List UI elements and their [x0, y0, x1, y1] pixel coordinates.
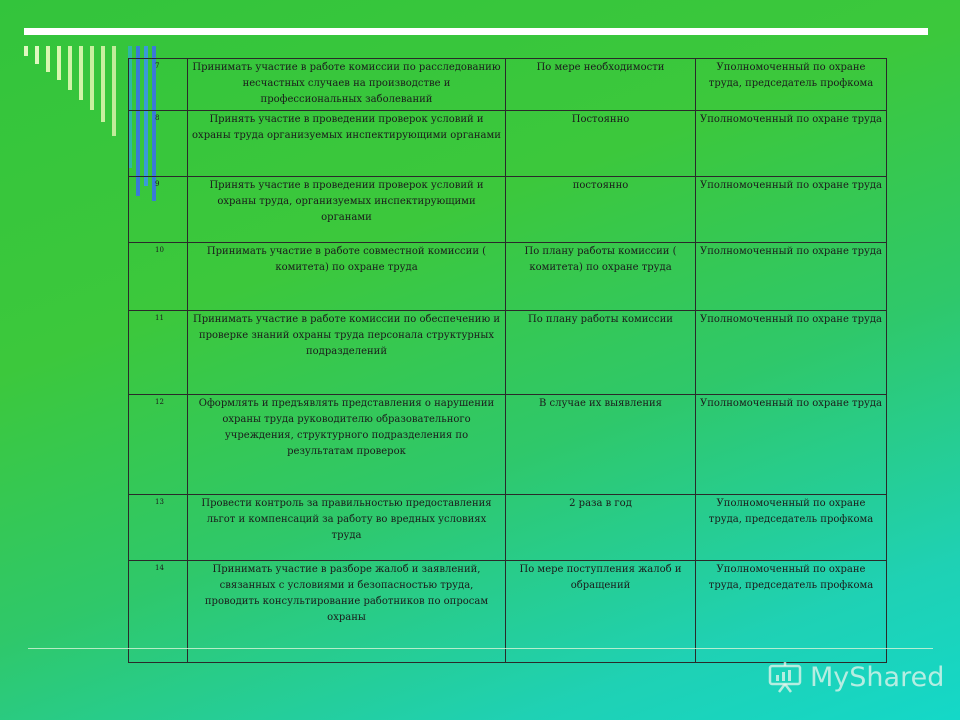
bottom-decorative-line: [28, 648, 933, 649]
table-row: [129, 111, 887, 177]
responsible-cell: Уполномоченный по охране труда: [696, 111, 887, 177]
activity-cell: Оформлять и предъявлять представления о нарушении охраны труда руководителю образовательного учреждения, структурного подразделения по результатам проверок: [188, 395, 506, 495]
responsible-cell: Уполномоченный по охране труда: [696, 395, 887, 495]
row-number-cell: 13: [129, 495, 188, 561]
responsible-cell: Уполномоченный по охране труда, председатель профкома: [696, 59, 887, 111]
table-row: [129, 177, 887, 243]
period-cell: 2 раза в год: [506, 495, 696, 561]
top-decorative-line: [24, 28, 928, 35]
responsible-cell: Уполномоченный по охране труда, председатель профкома: [696, 561, 887, 663]
responsible-cell: Уполномоченный по охране труда: [696, 311, 887, 395]
period-cell: В случае их выявления: [506, 395, 696, 495]
row-number-cell: 11: [129, 311, 188, 395]
activity-cell: Принять участие в проведении проверок условий и охраны труда, организуемых инспектирующими органами: [188, 177, 506, 243]
period-cell: постоянно: [506, 177, 696, 243]
period-cell: По мере необходимости: [506, 59, 696, 111]
watermark-text: MyShared: [810, 661, 945, 693]
period-cell: По плану работы комиссии ( комитета) по охране труда: [506, 243, 696, 311]
presentation-board-icon: [768, 660, 804, 694]
period-cell: Постоянно: [506, 111, 696, 177]
row-number-cell: 7: [129, 59, 188, 111]
activity-cell: Принимать участие в работе комиссии по обеспечению и проверке знаний охраны труда персонала структурных подразделений: [188, 311, 506, 395]
table-row: [129, 495, 887, 561]
table-row: [129, 395, 887, 495]
activity-cell: Принимать участие в разборе жалоб и заявлений, связанных с условиями и безопасностью труда, проводить консультирование работников по опросам охраны: [188, 561, 506, 663]
responsible-cell: Уполномоченный по охране труда: [696, 177, 887, 243]
row-number-cell: 10: [129, 243, 188, 311]
row-number-cell: 12: [129, 395, 188, 495]
table-row: [129, 243, 887, 311]
activity-cell: Принимать участие в работе комиссии по расследованию несчастных случаев на производстве и профессиональных заболеваний: [188, 59, 506, 111]
activity-cell: Принимать участие в работе совместной комиссии ( комитета) по охране труда: [188, 243, 506, 311]
labor-safety-plan-table: [128, 58, 887, 663]
table-row: [129, 311, 887, 395]
row-number-cell: 8: [129, 111, 188, 177]
table-row: [129, 59, 887, 111]
period-cell: По мере поступления жалоб и обращений: [506, 561, 696, 663]
activity-cell: Принять участие в проведении проверок условий и охраны труда организуемых инспектирующими органами: [188, 111, 506, 177]
responsible-cell: Уполномоченный по охране труда, председатель профкома: [696, 495, 887, 561]
responsible-cell: Уполномоченный по охране труда: [696, 243, 887, 311]
activity-cell: Провести контроль за правильностью предоставления льгот и компенсаций за работу во вредных условиях труда: [188, 495, 506, 561]
myshared-watermark: [768, 654, 943, 700]
row-number-cell: 14: [129, 561, 188, 663]
row-number-cell: 9: [129, 177, 188, 243]
period-cell: По плану работы комиссии: [506, 311, 696, 395]
